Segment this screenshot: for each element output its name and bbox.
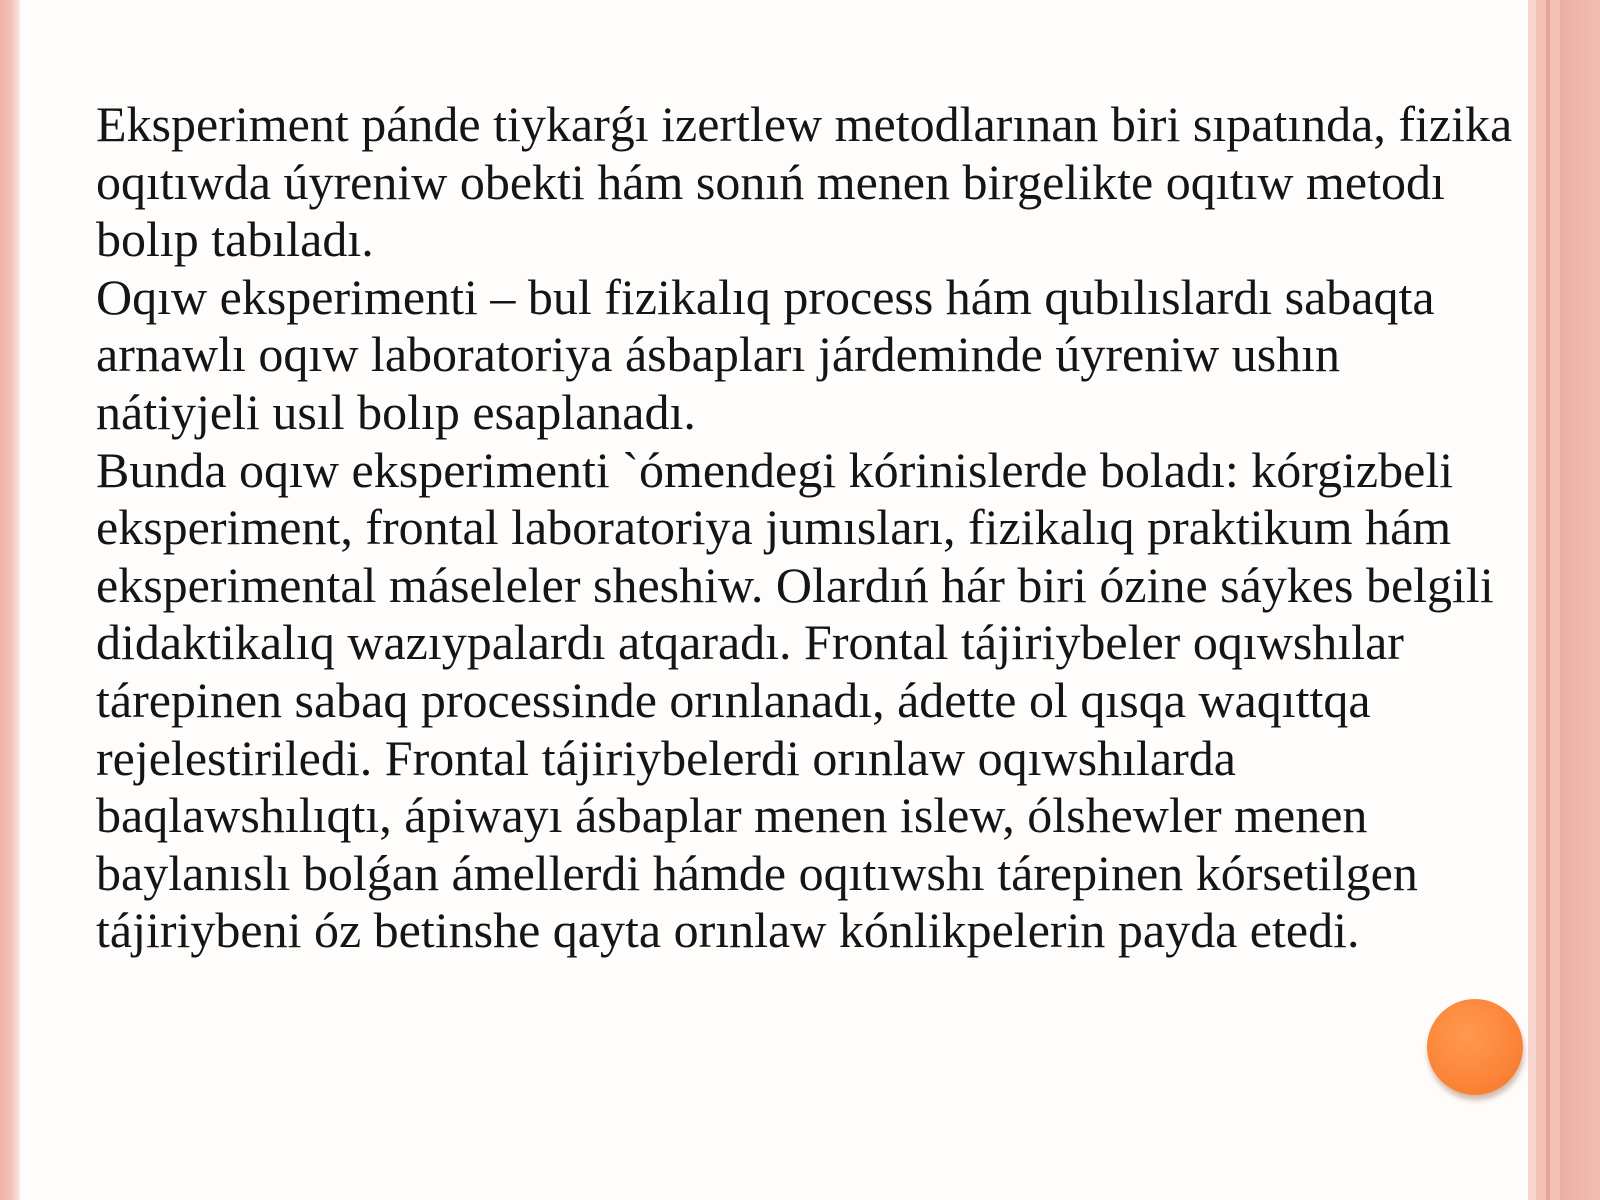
right-decorative-stripe — [1560, 0, 1600, 1200]
paragraph-1: Eksperiment pánde tiykarǵı izertlew metodlarınan biri sıpatında, fizika oqıtıwda úyreniw obekti hám sonıń menen birgelikte oqıtıw metodı bolıp tabıladı. — [96, 96, 1513, 268]
decorative-orange-circle — [1427, 999, 1523, 1095]
right-decorative-stripe — [1546, 0, 1550, 1200]
paragraph-2: Oqıw eksperimenti – bul fizikalıq process hám qubılıslardı sabaqta arnawlı oqıw laboratoriya ásbapları járdeminde úyreniw ushın nátiyjeli usıl bolıp esaplanadı. — [96, 268, 1435, 440]
slide-body-text — [96, 96, 1516, 960]
right-decorative-stripe — [1528, 0, 1536, 1200]
left-decorative-bar — [0, 0, 20, 1200]
paragraph-3: Bunda oqıw eksperimenti `ómendegi kórinislerde boladı: kórgizbeli eksperiment, frontal laboratoriya jumısları, fizikalıq praktikum hám eksperimental máseleler sheshiw. Olardıń hár biri ózine sáykes belgili didaktikalıq wazıypalardı atqaradı. Frontal tájiriybeler oqıwshılar tárepinen sabaq processinde orınlanadı, ádette ol qısqa waqıttqa rejelestiriledi. Frontal tájiriybelerdi orınlaw oqıwshılarda baqlawshılıqtı, ápiwayı ásbaplar menen islew, ólshewler menen baylanıslı bolǵan ámellerdi hámde oqıtıwshı tárepinen kórsetilgen tájiriybeni óz betinshe qayta orınlaw kónlikpelerin payda etedi. — [96, 441, 1494, 959]
